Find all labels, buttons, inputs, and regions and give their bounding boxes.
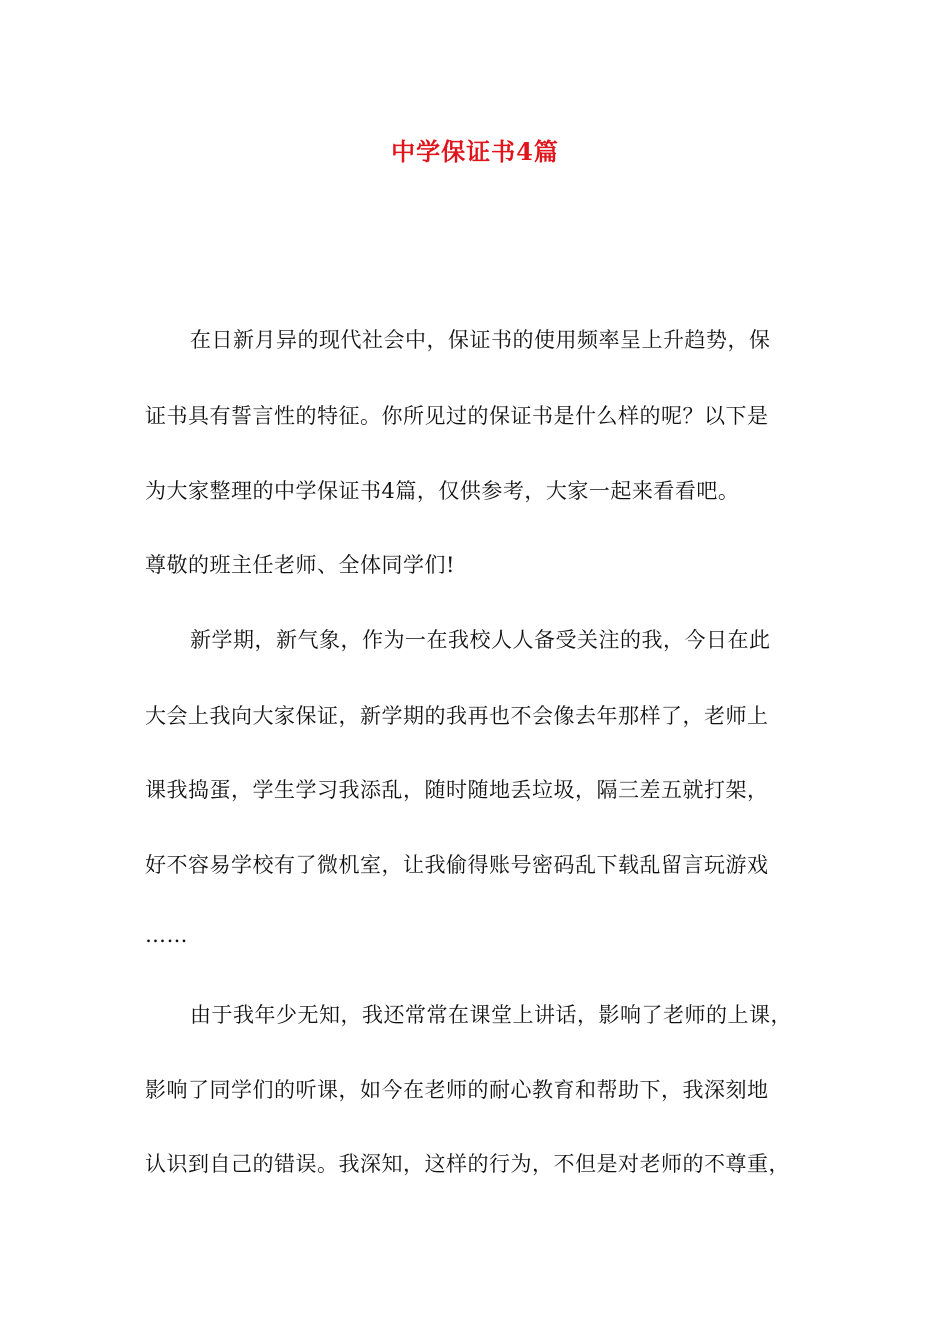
document-title: 中学保证书4篇: [391, 137, 559, 166]
paragraph-line: 大会上我向大家保证，新学期的我再也不会像去年那样了，老师上: [145, 704, 769, 728]
paragraph-line: 影响了同学们的听课，如今在老师的耐心教育和帮助下，我深刻地: [145, 1078, 769, 1102]
paragraph-line: 新学期，新气象，作为一在我校人人备受关注的我，今日在此: [190, 628, 771, 652]
paragraph-line: 为大家整理的中学保证书4篇，仅供参考，大家一起来看看吧。: [145, 479, 740, 503]
paragraph-line: 在日新月异的现代社会中，保证书的使用频率呈上升趋势，保: [190, 328, 771, 352]
paragraph-line: 由于我年少无知，我还常常在课堂上讲话，影响了老师的上课，: [190, 1003, 792, 1027]
paragraph-line: 认识到自己的错误。我深知，这样的行为，不但是对老师的不尊重，: [145, 1152, 790, 1176]
salutation-line: 尊敬的班主任老师、全体同学们!: [145, 553, 455, 577]
ellipsis-line: ……: [145, 923, 188, 947]
paragraph-line: 证书具有誓言性的特征。你所见过的保证书是什么样的呢？以下是: [145, 404, 769, 428]
paragraph-line: 课我捣蛋，学生学习我添乱，随时随地丢垃圾，隔三差五就打架，: [145, 778, 769, 802]
paragraph-line: 好不容易学校有了微机室，让我偷得账号密码乱下载乱留言玩游戏: [145, 853, 769, 877]
